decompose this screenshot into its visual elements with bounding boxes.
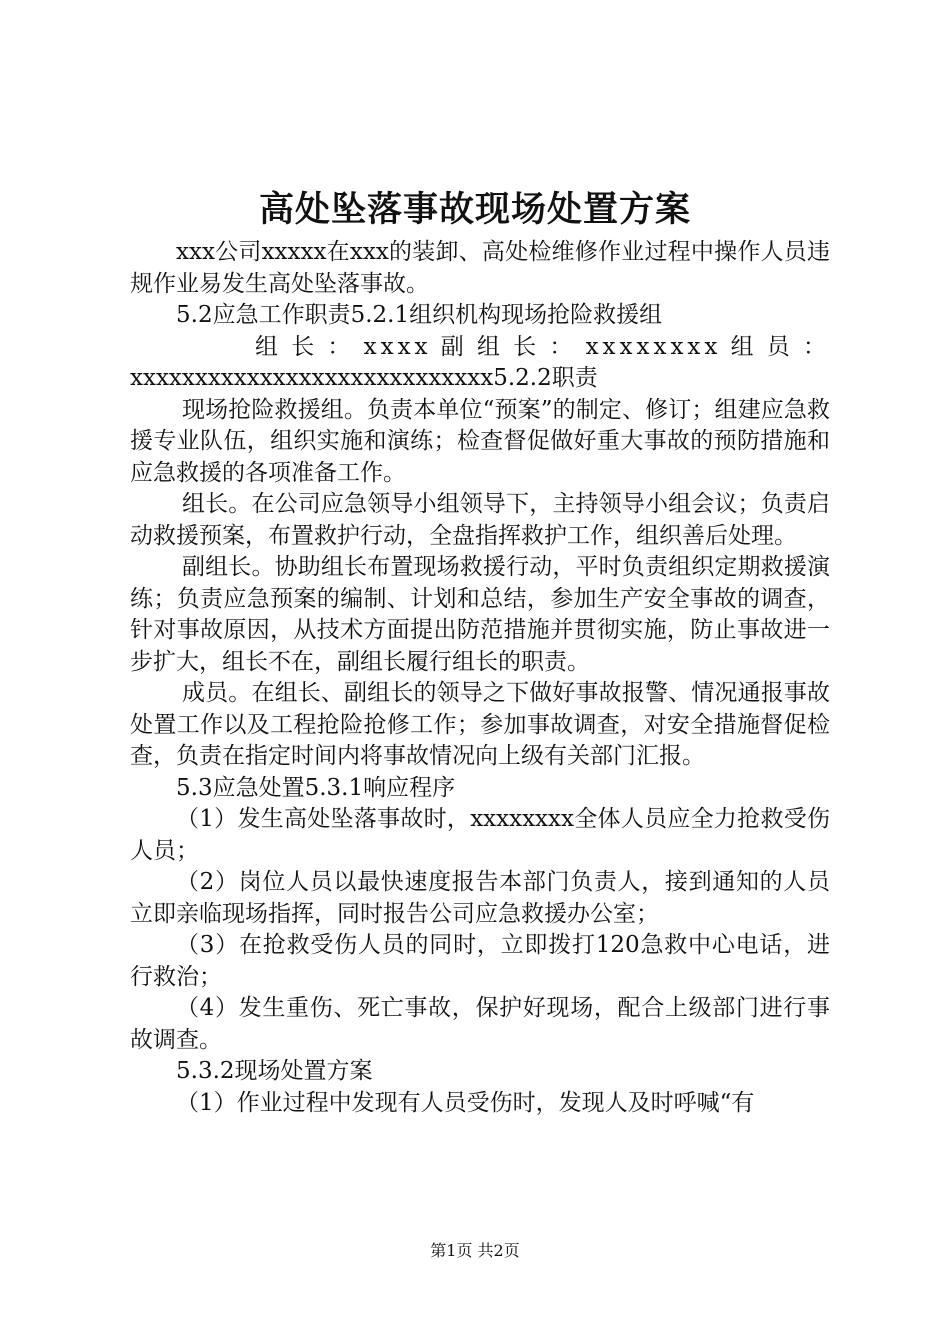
paragraph-step-3: （3）在抢救受伤人员的同时，立即拨打120急救中心电话，进行救治； (130, 932, 830, 990)
paragraph-step-2: （2）岗位人员以最快速度报告本部门负责人，接到通知的人员立即亲临现场指挥，同时报告公司应急救援办公室； (130, 869, 830, 927)
paragraph-deputy-leader-duty: 副组长。协助组长布置现场救援行动，平时负责组织定期救援演练；负责应急预案的编制、计划和总结，参加生产安全事故的调查，针对事故原因，从技术方面提出防范措施并贯彻实施，防止事故进一步扩大，组长不在，副组长履行组长的职责。 (130, 554, 830, 675)
paragraph-members-continued: xxxxxxxxxxxxxxxxxxxxxxxxxxxx5.2.2职责 (130, 365, 598, 391)
paragraph-rescue-team-duty: 现场抢险救援组。负责本单位“预案”的制定、修订；组建应急救援专业队伍，组织实施和演练；检查督促做好重大事故的预防措施和应急救援的各项准备工作。 (130, 396, 830, 486)
paragraph-section-5-3: 5.3应急处置5.3.1响应程序 (176, 774, 456, 801)
paragraph-step-1: （1）发生高处坠落事故时，xxxxxxxx全体人员应全力抢救受伤人员； (130, 806, 830, 864)
paragraph-intro: xxx公司xxxxx在xxx的装卸、高处检维修作业过程中操作人员违规作业易发生高处坠落事故。 (130, 239, 830, 297)
paragraph-leader-duty: 组长。在公司应急领导小组领导下，主持领导小组会议；负责启动救援预案，布置救护行动，全盘指挥救护工作，组织善后处理。 (130, 491, 830, 549)
paragraph-section-5-2: 5.2应急工作职责5.2.1组织机构现场抢险救援组 (176, 302, 663, 328)
paragraph-onsite-step-1: （1）作业过程中发现有人员受伤时，发现人及时呼喊“有 (176, 1089, 755, 1116)
paragraph-step-4: （4）发生重伤、死亡事故，保护好现场，配合上级部门进行事故调查。 (130, 995, 830, 1053)
document-title: 高处坠落事故现场处置方案 (258, 189, 691, 230)
paragraph-member-duty: 成员。在组长、副组长的领导之下做好事故报警、情况通报事故处置工作以及工程抢险抢修工作；参加事故调查，对安全措施督促检查，负责在指定时间内将事故情况向上级有关部门汇报。 (130, 680, 830, 769)
paragraph-section-5-3-2: 5.3.2现场处置方案 (176, 1058, 373, 1084)
paragraph-team-members: 组长：xxxx副组长：xxxxxxxx组员： (255, 333, 830, 360)
document-body (130, 237, 830, 1119)
page-footer: 第1页 共2页 (430, 1241, 520, 1260)
